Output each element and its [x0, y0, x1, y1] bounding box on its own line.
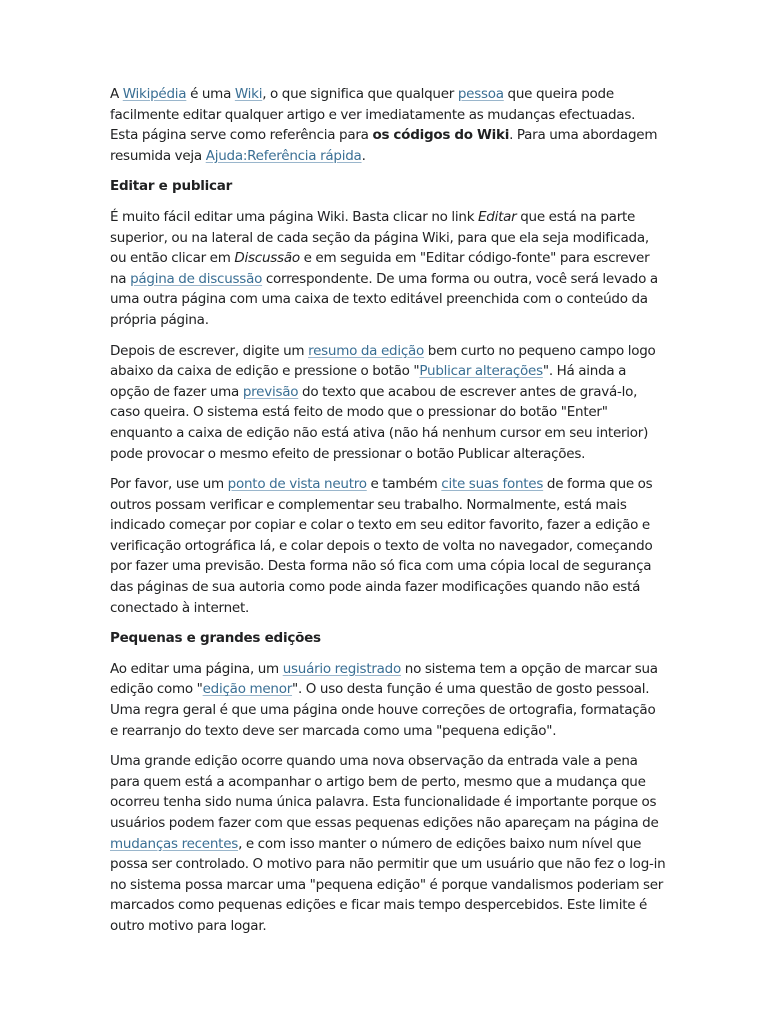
link-pagina-de-discussao[interactable]: página de discussão — [130, 270, 263, 287]
link-edicao-menor[interactable]: edição menor — [202, 681, 293, 698]
heading-editar-e-publicar: Editar e publicar — [110, 178, 233, 195]
paragraph-editar-3: Por favor, use um ponto de vista neutro e também cite suas fontes de forma que os outros possam verificar e complementar seu trabalho. Normalmente, está mais indicado começar por copiar e colar o texto em seu editor favorito, fazer a edição e verificação ortográfica lá, e colar depois o texto de volta no navegador, começando por fazer uma previsão. Desta forma não só fica com uma cópia local de segurança das páginas de sua autoria como pode ainda fazer modificações quando não está conectado à internet. — [110, 476, 653, 616]
intro-paragraph: A Wikipédia é uma Wiki, o que significa que qualquer pessoa que queira pode facilmente editar qualquer artigo e ver imediatamente as mudanças efectuadas. Esta página serve como referência para os códigos do Wiki. Para uma abordagem resumida veja Ajuda:Referência rápida. — [110, 86, 658, 164]
italic-editar: Editar — [478, 208, 517, 225]
link-wiki[interactable]: Wiki — [234, 86, 263, 102]
italic-discussao: Discussão — [234, 250, 300, 267]
link-mudancas-recentes[interactable]: mudanças recentes — [110, 835, 239, 852]
link-ajuda-referencia-rapida[interactable]: Ajuda:Referência rápida — [205, 147, 362, 164]
article-content — [110, 84, 666, 947]
paragraph-editar-2: Depois de escrever, digite um resumo da edição bem curto no pequeno campo logo abaixo da caixa de edição e pressione o botão "Publicar alterações". Há ainda a opção de fazer uma previsão do texto que acabou de escrever antes de gravá-lo, caso queira. O sistema está feito de modo que o pressionar do botão "Enter" enquanto a caixa de edição não está ativa (não há nenhum cursor em seu interior) pode provocar o mesmo efeito de pressionar o botão Publicar alterações. — [110, 342, 656, 462]
paragraph-editar-1: É muito fácil editar uma página Wiki. Basta clicar no link Editar que está na parte superior, ou na lateral de cada seção da página Wiki, para que ela seja modificada, ou então clicar em Discussão e em seguida em "Editar código-fonte" para escrever na página de discussão correspondente. De uma forma ou outra, você será levado a uma outra página com uma caixa de texto editável preenchida com o conteúdo da própria página. — [110, 208, 658, 328]
paragraph-edicoes-2: Uma grande edição ocorre quando uma nova observação da entrada vale a pena para quem está a acompanhar o artigo bem de perto, mesmo que a mudança que ocorreu tenha sido numa única palavra. Esta funcionalidade é importante porque os usuários podem fazer com que essas pequenas edições não apareçam na página de mudanças recentes, e com isso manter o número de edições baixo num nível que possa ser controlado. O motivo para não permitir que um usuário que não fez o log-in no sistema possa marcar uma "pequena edição" é porque vandalismos poderiam ser marcados como pequenas edições e ficar mais tempo despercebidos. Este limite é outro motivo para logar. — [110, 753, 666, 934]
link-resumo-da-edicao[interactable]: resumo da edição — [308, 342, 425, 359]
link-cite-suas-fontes[interactable]: cite suas fontes — [441, 476, 544, 493]
link-publicar-alteracoes[interactable]: Publicar alterações — [419, 363, 543, 380]
link-usuario-registrado[interactable]: usuário registrado — [282, 660, 402, 677]
link-wikipedia[interactable]: Wikipédia — [122, 86, 187, 102]
link-previsao[interactable]: previsão — [242, 383, 299, 400]
heading-pequenas-e-grandes-edicoes: Pequenas e grandes edições — [110, 630, 321, 647]
link-pessoa[interactable]: pessoa — [457, 86, 504, 102]
paragraph-edicoes-1: Ao editar uma página, um usuário registrado no sistema tem a opção de marcar sua edição como "edição menor". O uso desta função é uma questão de gosto pessoal. Uma regra geral é que uma página onde houve correções de ortografia, formatação e rearranjo do texto deve ser marcada como uma "pequena edição". — [110, 660, 658, 739]
bold-os-codigos: os códigos do Wiki — [372, 127, 510, 144]
link-ponto-de-vista-neutro[interactable]: ponto de vista neutro — [227, 476, 367, 493]
